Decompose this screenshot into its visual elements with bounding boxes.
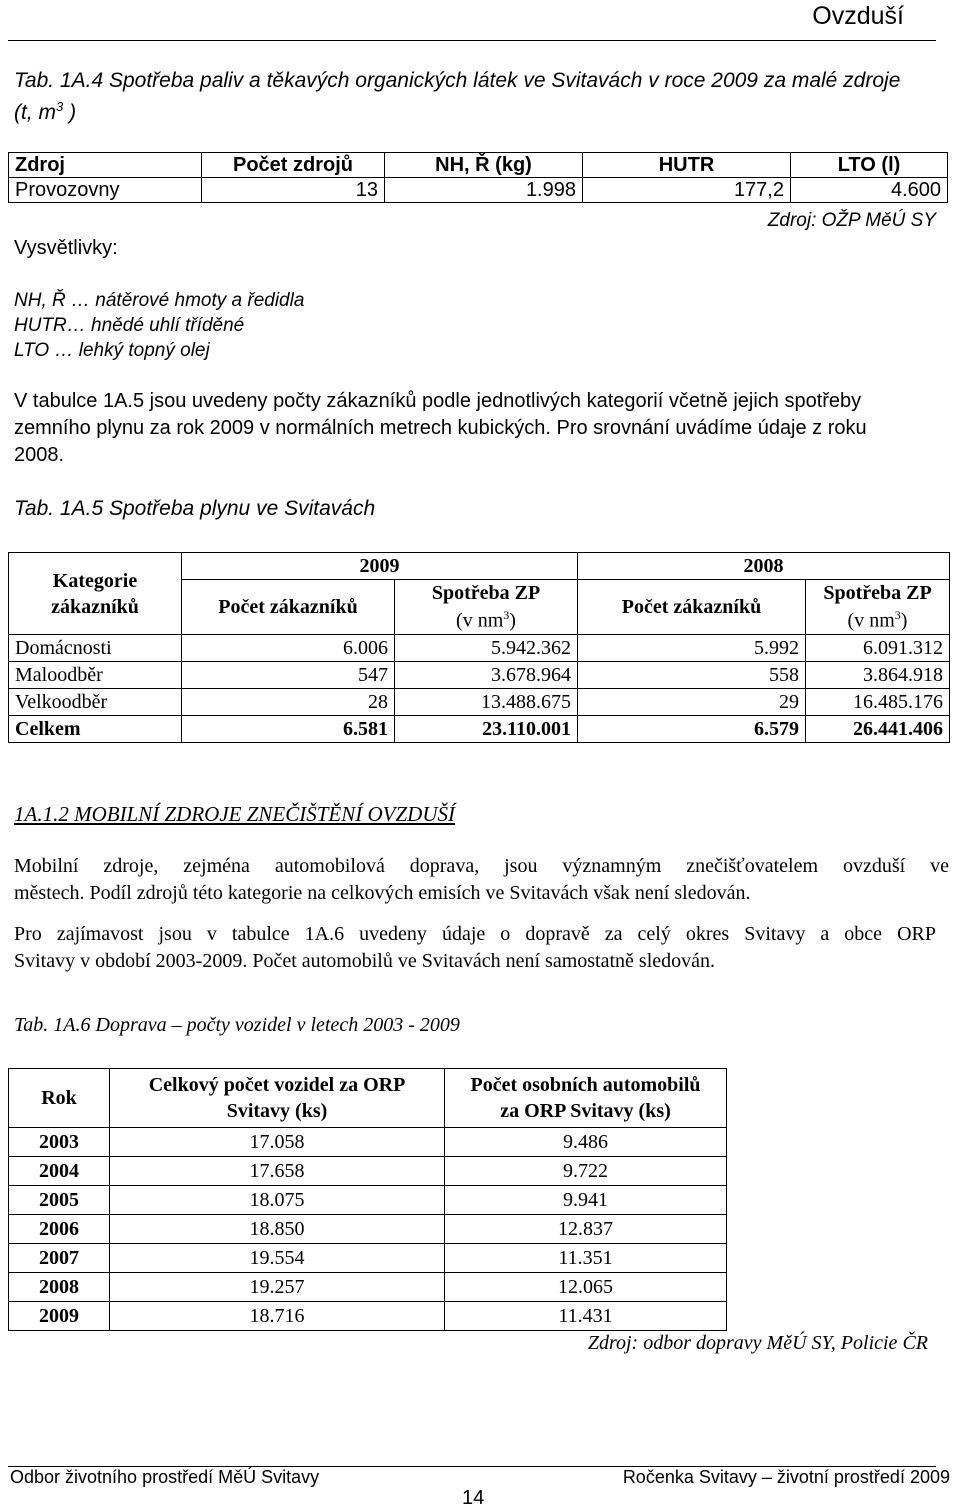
legend-item: LTO … lehký topný olej	[14, 340, 210, 361]
header-consumption-label: Spotřeba ZP	[431, 582, 541, 605]
table-cell: 5.992	[578, 635, 806, 662]
table-cell: 12.065	[445, 1273, 727, 1302]
table-cell: 29	[578, 689, 806, 716]
table-cell: 19.554	[110, 1244, 445, 1273]
table-cell: 2006	[9, 1215, 110, 1244]
table-cell: 2004	[9, 1157, 110, 1186]
table-cell: 6.091.312	[806, 635, 950, 662]
header-cell-year: 2008	[578, 553, 950, 580]
table-cell: 3.678.964	[395, 662, 578, 689]
table-row	[9, 689, 950, 716]
table-row	[9, 1128, 727, 1157]
header-unit	[812, 604, 943, 632]
table-cell: 9.486	[445, 1128, 727, 1157]
table-cell: 6.581	[182, 716, 395, 743]
unit-text: (v nm	[847, 609, 895, 632]
table-row	[9, 1244, 727, 1273]
table6-caption: Tab. 1A.6 Doprava – počty vozidel v letech 2003 - 2009	[14, 1014, 460, 1036]
traffic-paragraph	[14, 921, 936, 975]
table-cell: 23.110.001	[395, 716, 578, 743]
header-cell	[395, 580, 578, 635]
table-cell: 11.431	[445, 1302, 727, 1331]
page-number: 14	[462, 1487, 485, 1509]
table-cell: 18.075	[110, 1186, 445, 1215]
table-cell: 13.488.675	[395, 689, 578, 716]
table-cell: 547	[182, 662, 395, 689]
table-cell: 6.579	[578, 716, 806, 743]
table-cell: 19.257	[110, 1273, 445, 1302]
header-cell: NH, Ř (kg)	[385, 153, 583, 178]
table-cell: 18.850	[110, 1215, 445, 1244]
header-consumption-label: Spotřeba ZP	[823, 582, 932, 605]
table-cell: 12.837	[445, 1215, 727, 1244]
header-cell: Počet osobních automobilů za ORP Svitavy (ks)	[445, 1069, 727, 1128]
paragraph-line: zemního plynu za rok 2009 v normálních metrech kubických. Pro srovnání uvádíme údaje z roku	[14, 417, 867, 439]
table-cell: Domácnosti	[9, 635, 182, 662]
header-cell: Počet zákazníků	[578, 580, 806, 635]
header-cell-year: 2009	[182, 553, 578, 580]
header-cell: Počet zdrojů	[202, 153, 385, 178]
header-cell: LTO (l)	[791, 153, 948, 178]
table-cell: 28	[182, 689, 395, 716]
table-header-row	[9, 553, 950, 580]
header-cell: Počet zákazníků	[182, 580, 395, 635]
paragraph-line: městech. Podíl zdrojů této kategorie na celkových emisích ve Svitavách však není sledován.	[14, 882, 751, 904]
table-cell: 2007	[9, 1244, 110, 1273]
header-cell: Rok	[9, 1069, 110, 1128]
table4-caption-units-end: )	[63, 101, 77, 124]
table-cell: Provozovny	[9, 178, 202, 203]
table-cell: 558	[578, 662, 806, 689]
table6-source: Zdroj: odbor dopravy MěÚ SY, Policie ČR	[587, 1332, 928, 1354]
table-cell: 2009	[9, 1302, 110, 1331]
table-row	[9, 1273, 727, 1302]
table-cell: 17.058	[110, 1128, 445, 1157]
footer-organization: Odbor životního prostředí MěÚ Svitavy	[10, 1467, 320, 1487]
table4-caption	[14, 68, 944, 126]
table-cell: 9.722	[445, 1157, 727, 1186]
table-cell: 9.941	[445, 1186, 727, 1215]
table-cell: 1.998	[385, 178, 583, 203]
table-row	[9, 1215, 727, 1244]
table-row	[9, 178, 948, 203]
table-cell: 13	[202, 178, 385, 203]
table4-caption-units: (t, m	[14, 101, 56, 124]
header-cell: Celkový počet vozidel za ORP Svitavy (ks)	[110, 1069, 445, 1128]
intro-paragraph	[14, 388, 949, 469]
table-row	[9, 662, 950, 689]
unit-text-end: )	[900, 609, 908, 632]
table4-caption-sup: 3	[56, 99, 64, 114]
table-cell: 3.864.918	[806, 662, 950, 689]
unit-text-end: )	[509, 609, 516, 632]
table-header-row	[9, 153, 948, 178]
header-unit	[401, 604, 571, 632]
unit-text: (v nm	[456, 609, 504, 632]
table-cell: 177,2	[583, 178, 791, 203]
table-cell: 5.942.362	[395, 635, 578, 662]
table-row	[9, 1186, 727, 1215]
header-cell: HUTR	[583, 153, 791, 178]
table-cell: 26.441.406	[806, 716, 950, 743]
legend-title: Vysvětlivky:	[14, 237, 118, 259]
table-header-row	[9, 1069, 727, 1128]
paragraph-line: Pro zajímavost jsou v tabulce 1A.6 uvedeny údaje o dopravě za celý okres Svitavy a obce ORP	[14, 923, 936, 945]
gas-consumption-table	[8, 552, 950, 743]
table-cell: 17.658	[110, 1157, 445, 1186]
section-heading: 1A.1.2 MOBILNÍ ZDROJE ZNEČIŠTĚNÍ OVZDUŠÍ	[14, 802, 455, 826]
page-header-title: Ovzduší	[812, 2, 904, 30]
header-divider	[8, 40, 936, 41]
table-cell: 6.006	[182, 635, 395, 662]
header-cell: Zdroj	[9, 153, 202, 178]
table-total-row	[9, 716, 950, 743]
paragraph-line: Mobilní zdroje, zejména automobilová doprava, jsou významným znečišťovatelem ovzduší ve	[14, 855, 949, 877]
legend-item: NH, Ř … nátěrové hmoty a ředidla	[14, 290, 305, 311]
paragraph-line: 2008.	[14, 444, 65, 466]
table-cell: 2008	[9, 1273, 110, 1302]
table-cell: 18.716	[110, 1302, 445, 1331]
unit-sup: 3	[894, 608, 901, 623]
table-row	[9, 1157, 727, 1186]
unit-sup: 3	[503, 608, 510, 623]
footer-publication: Ročenka Svitavy – životní prostředí 2009	[622, 1467, 950, 1487]
table-row	[9, 635, 950, 662]
table-cell: 16.485.176	[806, 689, 950, 716]
table-cell: 2005	[9, 1186, 110, 1215]
table-cell: 11.351	[445, 1244, 727, 1273]
mobile-sources-paragraph	[14, 853, 949, 907]
table4-caption-line2	[14, 94, 944, 126]
legend-list	[14, 288, 304, 363]
table-cell: Celkem	[9, 716, 182, 743]
table-cell: 2003	[9, 1128, 110, 1157]
header-cell-category: Kategorie zákazníků	[9, 553, 182, 635]
fuel-consumption-table	[8, 152, 948, 203]
paragraph-line: Svitavy v období 2003-2009. Počet automobilů ve Svitavách není samostatně sledován.	[14, 950, 716, 972]
table-cell: Maloodběr	[9, 662, 182, 689]
table-cell: 4.600	[791, 178, 948, 203]
vehicles-table	[8, 1068, 727, 1331]
table4-source: Zdroj: OŽP MěÚ SY	[767, 210, 936, 231]
legend-item: HUTR… hnědé uhlí tříděné	[14, 315, 245, 336]
table5-caption: Tab. 1A.5 Spotřeba plynu ve Svitavách	[14, 497, 376, 520]
table4-caption-line1: Tab. 1A.4 Spotřeba paliv a těkavých organických látek ve Svitavách v roce 2009 za malé zdroje	[14, 69, 901, 92]
paragraph-line: V tabulce 1A.5 jsou uvedeny počty zákazníků podle jednotlivých kategorií včetně jejich spotřeby	[14, 390, 862, 412]
table-cell: Velkoodběr	[9, 689, 182, 716]
header-cell	[806, 580, 950, 635]
table-row	[9, 1302, 727, 1331]
